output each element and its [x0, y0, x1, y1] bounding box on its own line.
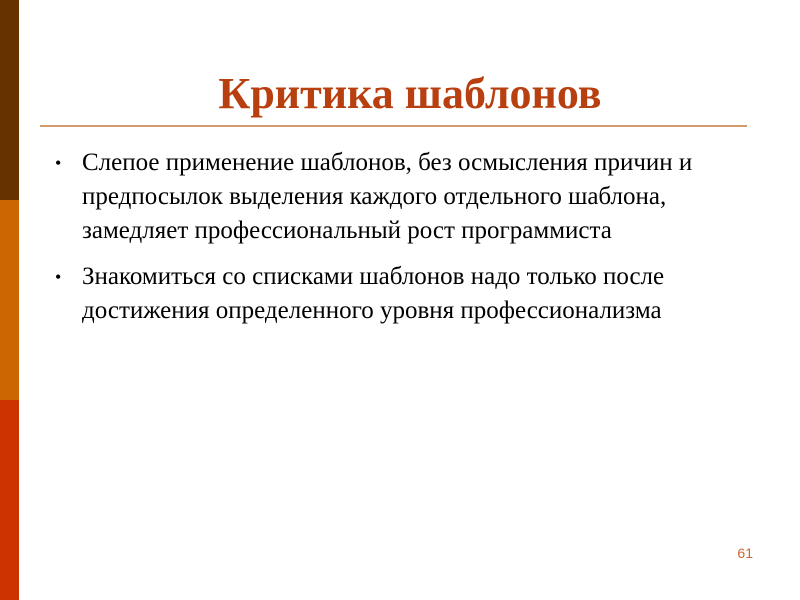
bullet-icon: •	[55, 153, 62, 173]
slide-title: Критика шаблонов	[218, 69, 602, 118]
side-strip-dark-brown	[0, 0, 19, 200]
side-strip-orange	[0, 200, 19, 400]
bullet-item	[52, 260, 752, 328]
bullet-list	[52, 146, 752, 340]
bullet-item	[52, 146, 752, 248]
bullet-text: Слепое применение шаблонов, без осмысления причин и предпосылок выделения каждого отдельного шаблона, замедляет профессиональный рост программиста	[82, 149, 693, 244]
side-strip-red	[0, 400, 19, 600]
title-underline	[40, 125, 747, 127]
page-number: 61	[737, 545, 753, 561]
bullet-text: Знакомиться со списками шаблонов надо только после достижения определенного уровня профессионализма	[82, 263, 665, 324]
bullet-icon: •	[55, 267, 62, 287]
